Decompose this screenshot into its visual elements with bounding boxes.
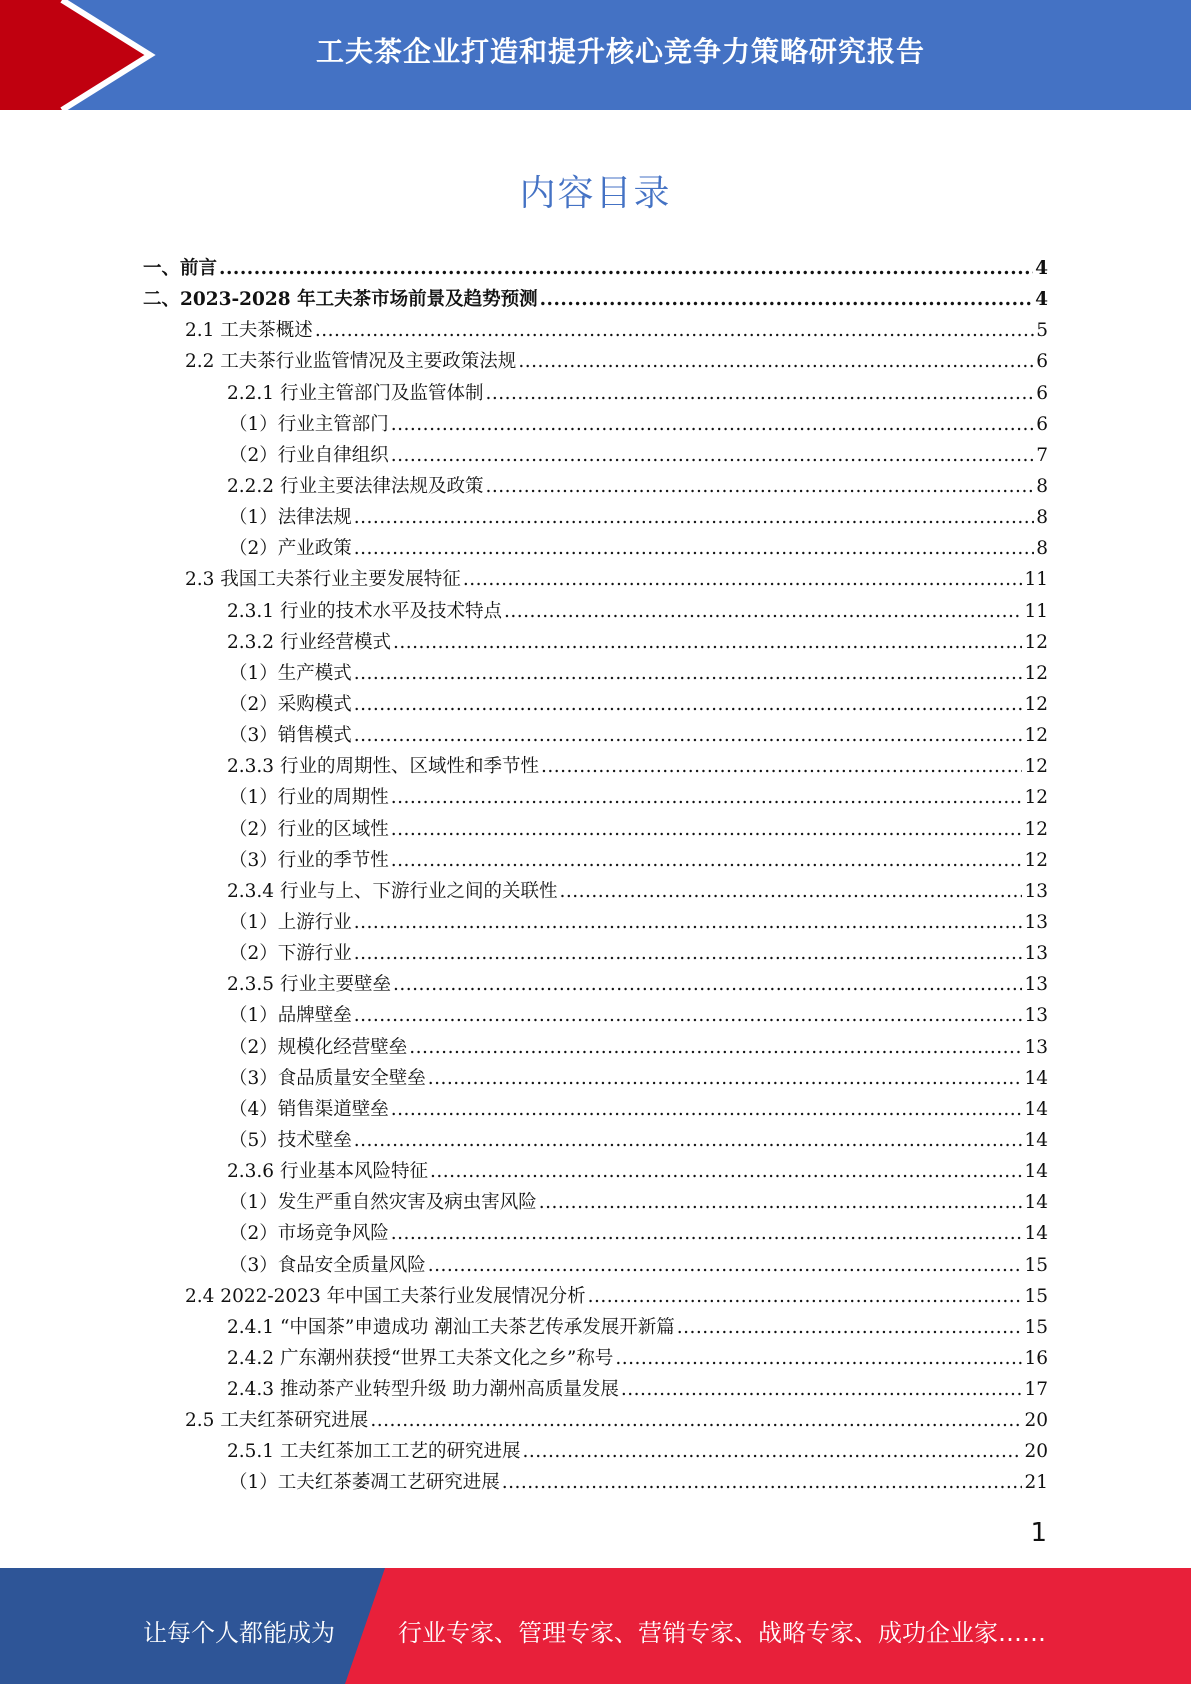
toc-dot-leader [391,409,1034,440]
toc-dot-leader [522,1436,1022,1467]
toc-entry-page: 11 [1024,600,1048,622]
toc-entry[interactable] [143,876,1048,907]
toc-entry[interactable] [143,315,1048,346]
toc-dot-leader [391,814,1023,845]
toc-dot-leader [677,1312,1023,1343]
toc-entry-label: （2）规模化经营壁垒 [229,1036,408,1058]
toc-entry[interactable] [143,1000,1048,1031]
toc-entry[interactable] [143,1374,1048,1405]
toc-dot-leader [315,315,1034,346]
toc-entry-page: 12 [1024,756,1048,778]
toc-entry[interactable] [143,1312,1048,1343]
toc-dot-leader [540,284,1034,315]
toc-entry-page: 12 [1024,818,1048,840]
toc-entry-page: 14 [1024,1192,1048,1214]
toc-entry-label: 2.2 工夫茶行业监管情况及主要政策法规 [185,351,517,373]
toc-entry[interactable] [143,1405,1048,1436]
page-number: 1 [1030,1518,1047,1548]
toc-entry[interactable] [143,782,1048,813]
toc-entry-page: 14 [1024,1161,1048,1183]
toc-dot-leader [354,658,1023,689]
toc-entry-label: 2.3 我国工夫茶行业主要发展特征 [185,569,461,591]
toc-entry-page: 20 [1024,1410,1048,1432]
report-header [0,0,1191,110]
toc-entry-page: 15 [1024,1254,1048,1276]
toc-dot-leader [391,782,1023,813]
toc-entry[interactable] [143,253,1048,284]
toc-entry-label: 2.3.4 行业与上、下游行业之间的关联性 [227,880,558,902]
toc-heading: 内容目录 [519,173,672,214]
toc-entry-label: 二、2023-2028 年工夫茶市场前景及趋势预测 [143,289,538,311]
toc-dot-leader [391,440,1034,471]
toc-dot-leader [354,502,1034,533]
toc-entry-label: （4）销售渠道壁垒 [229,1098,389,1120]
toc-entry[interactable] [143,845,1048,876]
toc-entry-label: （1）发生严重自然灾害及病虫害风险 [229,1192,537,1214]
toc-entry-label: 2.4.3 推动茶产业转型升级 助力潮州高质量发展 [227,1379,619,1401]
toc-entry-page: 13 [1024,911,1048,933]
toc-entry-label: （2）行业的区域性 [229,818,389,840]
toc-entry-page: 6 [1036,351,1048,373]
toc-entry[interactable] [143,471,1048,502]
toc-entry-page: 15 [1024,1285,1048,1307]
toc-entry-label: 一、前言 [143,258,218,279]
toc-entry-page: 8 [1036,507,1048,529]
toc-entry-label: 2.3.1 行业的技术水平及技术特点 [227,600,502,622]
toc-entry[interactable] [143,378,1048,409]
toc-entry-page: 17 [1024,1379,1048,1401]
toc-dot-leader [504,596,1022,627]
toc-entry[interactable] [143,1156,1048,1187]
toc-entry[interactable] [143,1218,1048,1249]
toc-entry-label: （3）行业的季节性 [229,849,389,871]
toc-entry-page: 13 [1024,974,1048,996]
toc-entry-page: 15 [1024,1316,1048,1338]
header-red-arrow [0,0,150,110]
toc-entry[interactable] [143,1250,1048,1281]
toc-entry-page: 6 [1036,382,1048,404]
toc-entry-page: 13 [1024,880,1048,902]
toc-entry-label: （1）生产模式 [229,662,352,684]
toc-entry[interactable] [143,533,1048,564]
toc-dot-leader [391,1218,1023,1249]
toc-entry-page: 14 [1024,1129,1048,1151]
toc-entry-page: 21 [1024,1472,1048,1494]
toc-entry[interactable] [143,969,1048,1000]
toc-dot-leader [615,1343,1022,1374]
footer-slogan-left: 让每个人都能成为 [143,1619,335,1647]
toc-entry-label: （1）品牌壁垒 [229,1005,352,1027]
toc-entry-label: 2.3.5 行业主要壁垒 [227,974,391,996]
toc-entry-label: 2.3.3 行业的周期性、区域性和季节性 [227,756,539,778]
report-title: 工夫茶企业打造和提升核心竞争力策略研究报告 [315,35,925,68]
toc-dot-leader [485,471,1034,502]
toc-entry-page: 5 [1036,320,1048,342]
toc-dot-leader [391,1094,1023,1125]
toc-dot-leader [391,845,1023,876]
toc-entry[interactable] [143,658,1048,689]
toc-entry-label: （3）食品质量安全壁垒 [229,1067,426,1089]
toc-dot-leader [354,907,1023,938]
toc-dot-leader [370,1405,1022,1436]
toc-entry-label: （1）行业的周期性 [229,787,389,809]
toc-entry-label: 2.4.2 广东潮州获授“世界工夫茶文化之乡”称号 [227,1347,614,1369]
toc-dot-leader [559,876,1022,907]
toc-entry-page: 12 [1024,725,1048,747]
toc-entry-label: 2.3.6 行业基本风险特征 [227,1161,428,1183]
toc-entry-page: 7 [1036,444,1048,466]
toc-entry-label: 2.4.1 “中国茶”申遗成功 潮汕工夫茶艺传承发展开新篇 [227,1316,675,1338]
toc-dot-leader [430,1156,1022,1187]
toc-entry[interactable] [143,1281,1048,1312]
toc-entry-page: 12 [1024,849,1048,871]
toc-entry-label: 2.5.1 工夫红茶加工工艺的研究进展 [227,1441,521,1463]
toc-dot-leader [354,1000,1023,1031]
toc-entry[interactable] [143,1125,1048,1156]
toc-entry-page: 13 [1024,1036,1048,1058]
toc-dot-leader [539,1187,1023,1218]
toc-dot-leader [588,1281,1023,1312]
toc-entry[interactable] [143,284,1048,315]
toc-entry-label: （5）技术壁垒 [229,1129,352,1151]
toc-entry-page: 14 [1024,1223,1048,1245]
toc-dot-leader [354,938,1023,969]
toc-dot-leader [502,1467,1023,1498]
toc-entry-page: 20 [1024,1441,1048,1463]
toc-entry[interactable] [143,1467,1048,1498]
toc-dot-leader [393,627,1022,658]
toc-dot-leader [354,720,1023,751]
toc-dot-leader [219,253,1033,284]
toc-entry[interactable] [143,440,1048,471]
toc-entry-page: 16 [1024,1347,1048,1369]
toc-entry-label: 2.4 2022-2023 年中国工夫茶行业发展情况分析 [185,1285,586,1307]
toc-entry-label: （3）销售模式 [229,725,352,747]
toc-entry-page: 11 [1024,569,1048,591]
toc-entry[interactable] [143,1094,1048,1125]
toc-dot-leader [409,1032,1022,1063]
toc-entry-page: 12 [1024,787,1048,809]
toc-entry[interactable] [143,1032,1048,1063]
toc-entry[interactable] [143,751,1048,782]
toc-entry[interactable] [143,502,1048,533]
toc-entry-page: 12 [1024,693,1048,715]
toc-dot-leader [621,1374,1023,1405]
toc-dot-leader [354,689,1023,720]
toc-entry-label: 2.2.2 行业主要法律法规及政策 [227,475,484,497]
toc-dot-leader [428,1063,1023,1094]
toc-dot-leader [354,1125,1023,1156]
toc-dot-leader [518,346,1034,377]
toc-entry-page: 14 [1024,1098,1048,1120]
toc-entry[interactable] [143,1436,1048,1467]
toc-entry-page: 14 [1024,1067,1048,1089]
toc-entry[interactable] [143,720,1048,751]
toc-entry[interactable] [143,627,1048,658]
toc-entry-label: （1）工夫红茶萎凋工艺研究进展 [229,1472,500,1494]
toc-entry[interactable] [143,1343,1048,1374]
toc-entry-page: 4 [1035,289,1048,311]
table-of-contents [143,253,1048,1499]
toc-dot-leader [463,564,1023,595]
toc-entry[interactable] [143,938,1048,969]
toc-entry[interactable] [143,1063,1048,1094]
toc-entry-label: 2.3.2 行业经营模式 [227,631,391,653]
toc-entry-label: 2.5 工夫红茶研究进展 [185,1410,369,1432]
toc-entry-page: 6 [1036,413,1048,435]
toc-dot-leader [428,1250,1023,1281]
toc-entry[interactable] [143,564,1048,595]
toc-entry[interactable] [143,596,1048,627]
toc-entry-page: 4 [1035,258,1048,279]
toc-entry-page: 12 [1024,631,1048,653]
toc-dot-leader [541,751,1022,782]
toc-entry-label: （1）上游行业 [229,911,352,933]
toc-entry-page: 8 [1036,475,1048,497]
toc-entry[interactable] [143,409,1048,440]
toc-dot-leader [393,969,1022,1000]
toc-entry[interactable] [143,689,1048,720]
toc-entry-label: （1）法律法规 [229,507,352,529]
toc-entry-label: （3）食品安全质量风险 [229,1254,426,1276]
toc-entry-label: 2.1 工夫茶概述 [185,320,313,342]
footer-slogan-right: 行业专家、管理专家、营销专家、战略专家、成功企业家…… [398,1619,1046,1647]
toc-dot-leader [485,378,1034,409]
toc-entry[interactable] [143,814,1048,845]
toc-entry-page: 12 [1024,662,1048,684]
toc-entry-label: （2）采购模式 [229,693,352,715]
toc-entry-label: 2.2.1 行业主管部门及监管体制 [227,382,484,404]
toc-entry[interactable] [143,346,1048,377]
toc-entry[interactable] [143,1187,1048,1218]
toc-dot-leader [354,533,1034,564]
toc-entry[interactable] [143,907,1048,938]
toc-entry-page: 13 [1024,943,1048,965]
toc-entry-label: （2）行业自律组织 [229,444,389,466]
toc-entry-label: （2）产业政策 [229,538,352,560]
toc-entry-page: 8 [1036,538,1048,560]
report-footer [0,1568,1191,1684]
toc-entry-page: 13 [1024,1005,1048,1027]
toc-entry-label: （2）下游行业 [229,943,352,965]
toc-entry-label: （1）行业主管部门 [229,413,389,435]
toc-entry-label: （2）市场竞争风险 [229,1223,389,1245]
